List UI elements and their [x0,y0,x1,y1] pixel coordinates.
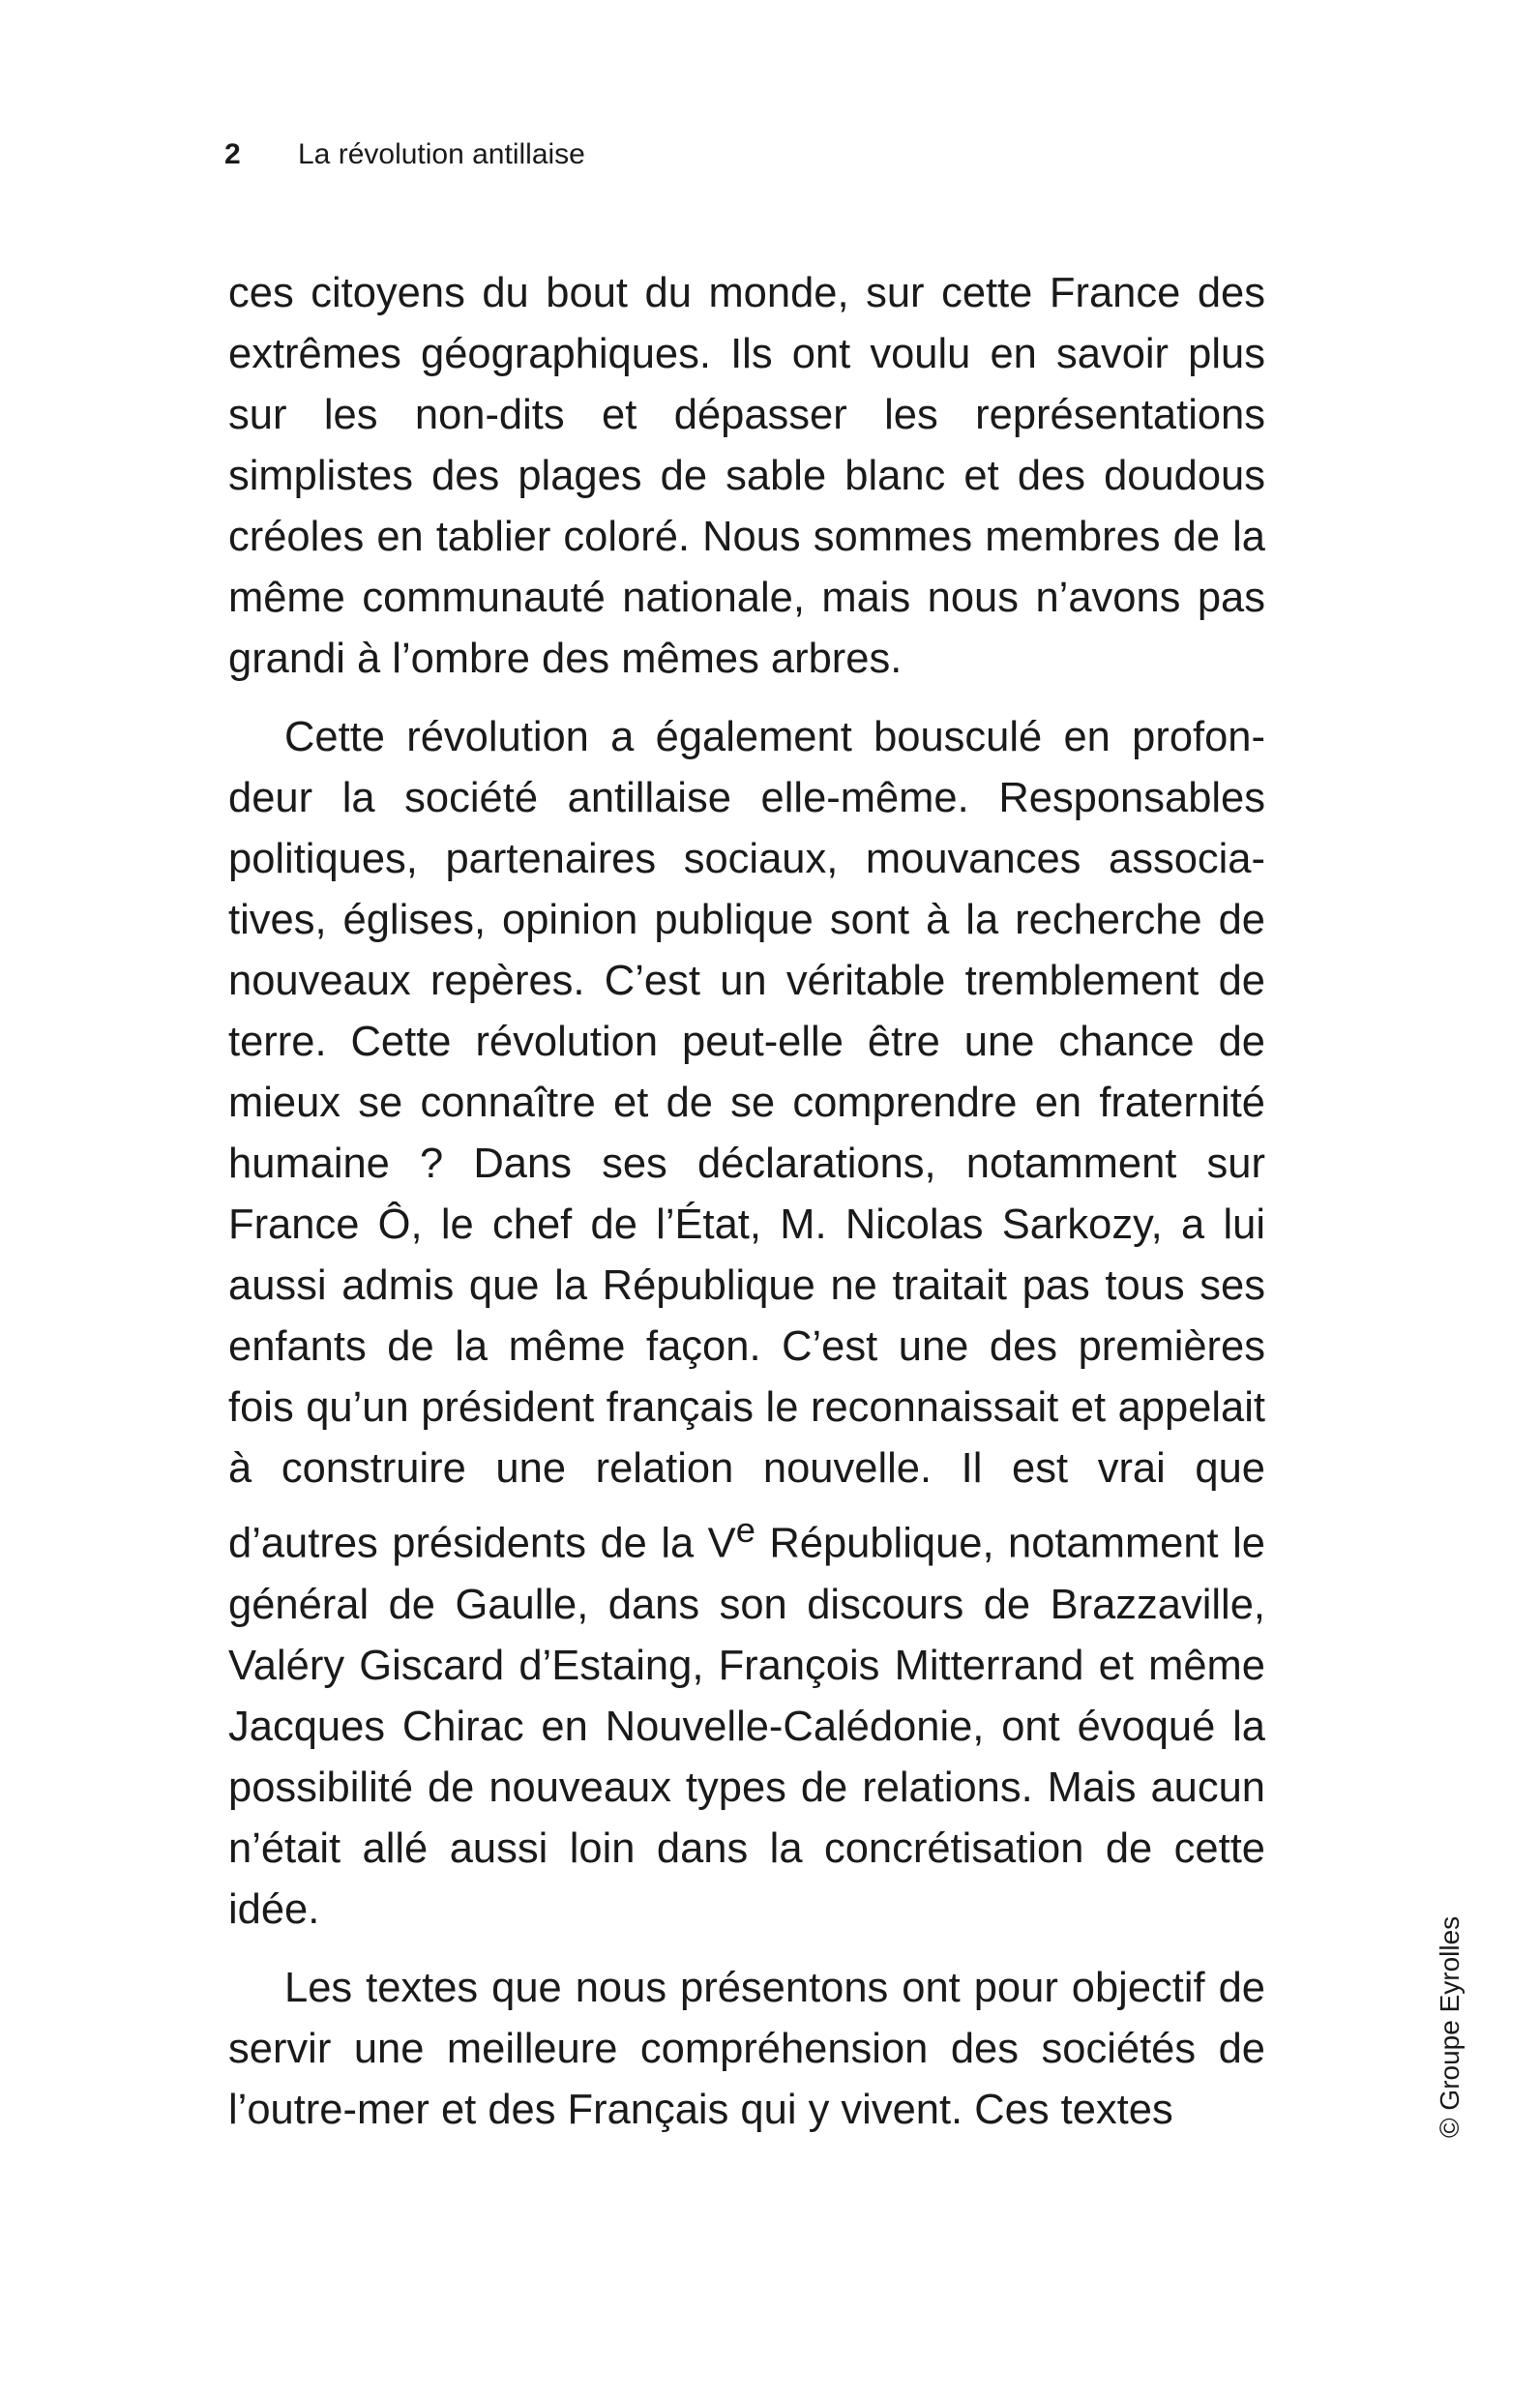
paragraph-2-text-start: Cette révolution a également bousculé en profondeur la société antillaise elle-même. Responsables politiques, partenaires sociaux, mouvances associatives, églises, opinion publique sont à la recherche de nouveaux repères. C’est un véritable tremblement de terre. Cette révolution peut-elle être une chance de mieux se connaître et de se comprendre en fraternité humaine ? Dans ses déclarations, notamment sur France Ô, le chef de l’État, M. Nicolas Sarkozy, a lui aussi admis que la République ne traitait pas tous ses enfants de la même façon. C’est une des premières fois qu’un président français le reconnaissait et appelait à construire une relation nouvelle. Il est vrai que d’autres présidents de la V [228,714,1265,1567]
superscript-e: e [735,1510,755,1550]
page-number: 2 [224,138,241,170]
copyright-notice: © Groupe Eyrolles [1435,1915,1465,2138]
running-title: La révolution antillaise [298,138,585,170]
running-header [224,135,585,174]
body-text [228,263,1265,2141]
paragraph-1: ces citoyens du bout du monde, sur cette France des extrêmes géographiques. Ils ont voulu en savoir plus sur les non-dits et dépasser les représentations simplistes des plages de sable blanc et des doudous créoles en tablier coloré. Nous sommes membres de la même communauté nationale, mais nous n’avons pas grandi à l’ombre des mêmes arbres. [228,270,1265,682]
paragraph-3: Les textes que nous présentons ont pour objectif de servir une meilleure compréhension des sociétés de l’outre-mer et des Français qui y vivent. Ces textes [228,1964,1265,2133]
paragraph-2 [228,707,1265,1941]
paragraph-2-text-end: République, notamment le général de Gaulle, dans son discours de Brazzaville, Valéry Giscard d’Estaing, François Mitterrand et même Jacques Chirac en Nouvelle-Calédonie, ont évoqué la possibilité de nouveaux types de relations. Mais aucun n’était allé aussi loin dans la concrétisation de cette idée. [228,1520,1265,1933]
